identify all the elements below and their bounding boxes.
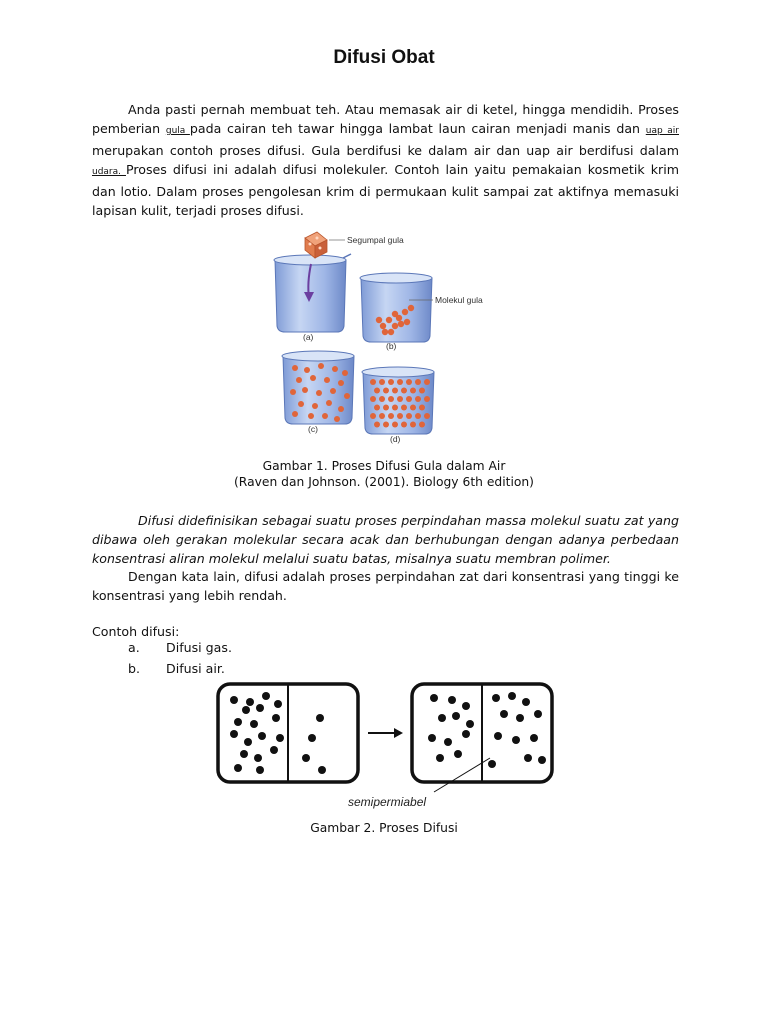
sugar-molecule [338, 406, 344, 412]
beaker-c [282, 351, 354, 434]
sugar-molecule [392, 405, 398, 411]
sugar-molecule [408, 305, 414, 311]
molecule-dot [428, 734, 436, 742]
list-item [128, 661, 225, 676]
definition-text: Difusi didefinisikan sebagai suatu proses perpindahan massa molekul suatu zat yang dibawa oleh gerakan molekular secara acak dan berhubungan dengan adanya perbedaan konsentrasi aliran molekul melalui suatu batas, misalnya suatu membran polimer. [92, 513, 679, 566]
sugar-molecule [370, 413, 376, 419]
sugar-molecule [383, 422, 389, 428]
molecule-dot [230, 730, 238, 738]
sugar-molecule [392, 388, 398, 394]
molecule-dot [448, 696, 456, 704]
sugar-molecule [290, 389, 296, 395]
molecule-dot [438, 714, 446, 722]
molecule-dot [308, 734, 316, 742]
molecule-dot [258, 732, 266, 740]
molecule-dot [234, 764, 242, 772]
molecule-dot [444, 738, 452, 746]
molecule-dot [494, 732, 502, 740]
sugar-molecule [312, 403, 318, 409]
sugar-molecule [379, 413, 385, 419]
molecules-after [428, 692, 546, 768]
molecule-dot [302, 754, 310, 762]
molecule-dot [262, 692, 270, 700]
sugar-molecule [380, 323, 386, 329]
sugar-molecule [382, 329, 388, 335]
molecule-dot [254, 754, 262, 762]
sugar-cube-icon [305, 232, 327, 258]
sugar-molecule [332, 366, 338, 372]
molecule-dot [452, 712, 460, 720]
box-before [218, 684, 358, 782]
list-item [128, 640, 232, 655]
molecule-dot [462, 702, 470, 710]
sugar-molecule [374, 422, 380, 428]
sugar-molecule [383, 388, 389, 394]
label-sugar-molecule: Molekul gula [435, 295, 483, 305]
sugar-molecule [344, 393, 350, 399]
sugar-molecule [410, 388, 416, 394]
word-gula: gula [165, 126, 190, 136]
word-uap-air: uap air [645, 126, 679, 136]
examples-heading: Contoh difusi: [92, 624, 180, 639]
sugar-molecule [386, 317, 392, 323]
beaker-b [360, 273, 483, 351]
arrow-icon [368, 728, 403, 738]
intro-text-1: Anda pasti pernah membuat teh. Atau memasak air di ketel, hingga mendidih. Proses pemberian [92, 102, 679, 136]
page-title: Difusi Obat [333, 47, 435, 68]
sugar-molecule [334, 416, 340, 422]
sugar-molecule [324, 377, 330, 383]
label-d: (d) [390, 434, 401, 444]
sugar-molecule [316, 390, 322, 396]
list-text: Difusi gas. [166, 640, 232, 655]
molecule-dot [318, 766, 326, 774]
sugar-molecule [342, 370, 348, 376]
sugar-molecule [388, 413, 394, 419]
sugar-molecule [376, 317, 382, 323]
sugar-molecule [424, 413, 430, 419]
sugar-molecule [374, 388, 380, 394]
molecule-dot [538, 756, 546, 764]
sugar-molecule [397, 396, 403, 402]
sugar-molecule [410, 422, 416, 428]
molecule-dot [512, 736, 520, 744]
sugar-molecule [419, 422, 425, 428]
molecule-dot [246, 698, 254, 706]
sugar-molecule [302, 387, 308, 393]
sugar-molecule [415, 396, 421, 402]
sugar-molecule [383, 405, 389, 411]
label-semipermeable: semipermiabel [348, 795, 427, 809]
intro-text-3: merupakan contoh proses difusi. Gula berdifusi ke dalam air dan uap air berdifusi dalam [92, 143, 679, 158]
other-words-text: Dengan kata lain, difusi adalah proses perpindahan zat dari konsentrasi yang tinggi ke konsentrasi yang lebih rendah. [92, 569, 679, 603]
sugar-molecule [402, 309, 408, 315]
sugar-molecule [310, 375, 316, 381]
sugar-molecule [401, 422, 407, 428]
sugar-molecule [392, 323, 398, 329]
molecule-dot [492, 694, 500, 702]
molecule-dot [270, 746, 278, 754]
molecule-dot [524, 754, 532, 762]
sugar-molecule [419, 405, 425, 411]
sugar-molecule [392, 311, 398, 317]
molecule-dot [316, 714, 324, 722]
label-a: (a) [303, 332, 314, 342]
molecule-dot [436, 754, 444, 762]
sugar-molecule [410, 405, 416, 411]
sugar-molecule [304, 367, 310, 373]
label-c: (c) [308, 424, 318, 434]
definition-paragraph [92, 511, 679, 568]
molecule-dot [454, 750, 462, 758]
molecule-dot [462, 730, 470, 738]
molecule-dot [488, 760, 496, 768]
list-text: Difusi air. [166, 661, 225, 676]
figure-diffusion-process [208, 678, 558, 812]
label-sugar-cube: Segumpal gula [347, 235, 404, 245]
sugar-molecule [424, 396, 430, 402]
molecule-dot [256, 766, 264, 774]
molecule-dot [244, 738, 252, 746]
molecule-dot [516, 714, 524, 722]
sugar-molecule [292, 411, 298, 417]
sugar-molecule [401, 405, 407, 411]
sugar-molecule [298, 401, 304, 407]
molecule-dot [276, 734, 284, 742]
sugar-molecule [374, 405, 380, 411]
molecule-dot [522, 698, 530, 706]
figure1-caption-line1: Gambar 1. Proses Difusi Gula dalam Air [262, 459, 506, 473]
sugar-molecule [308, 413, 314, 419]
sugar-molecule [406, 396, 412, 402]
intro-paragraph [92, 100, 679, 220]
molecule-dot [430, 694, 438, 702]
sugar-molecule [318, 363, 324, 369]
molecules-before [230, 692, 326, 774]
sugar-molecule [401, 388, 407, 394]
sugar-molecule [370, 379, 376, 385]
sugar-molecule [392, 422, 398, 428]
sugar-molecule [338, 380, 344, 386]
intro-text-4: Proses difusi ini adalah difusi molekuler. Contoh lain yaitu pemakaian kosmetik krim dan lotio. Dalam proses pengolesan krim di permukaan kulit sampai zat aktifnya memasuki lapisan kulit, terjadi proses difusi. [92, 162, 679, 218]
list-marker: a. [128, 640, 140, 655]
box-after [412, 684, 552, 782]
intro-text-2: pada cairan teh tawar hingga lambat laun cairan menjadi manis dan [189, 121, 646, 136]
molecule-dot [240, 750, 248, 758]
other-words-paragraph [92, 567, 679, 605]
sugar-molecule [397, 379, 403, 385]
molecule-dot [256, 704, 264, 712]
molecule-dot [508, 692, 516, 700]
sugar-molecule [415, 413, 421, 419]
sugar-molecule [379, 379, 385, 385]
sugar-molecule [397, 413, 403, 419]
sugar-molecule [406, 379, 412, 385]
molecule-dot [230, 696, 238, 704]
sugar-molecule [322, 413, 328, 419]
figure1-caption-line2: (Raven dan Johnson. (2001). Biology 6th edition) [234, 475, 534, 489]
sugar-molecule [424, 379, 430, 385]
sugar-molecule [388, 329, 394, 335]
figure-sugar-diffusion [265, 228, 515, 446]
sugar-molecule [379, 396, 385, 402]
sugar-molecule [330, 388, 336, 394]
molecule-dot [534, 710, 542, 718]
beaker-d [362, 367, 434, 444]
molecule-dot [274, 700, 282, 708]
sugar-molecule [419, 388, 425, 394]
figure2-caption: Gambar 2. Proses Difusi [310, 821, 458, 835]
label-b: (b) [386, 341, 397, 351]
molecule-dot [530, 734, 538, 742]
word-udara: udara. [92, 167, 126, 177]
sugar-molecule [415, 379, 421, 385]
molecule-dot [242, 706, 250, 714]
molecule-dot [272, 714, 280, 722]
sugar-molecule [398, 321, 404, 327]
molecule-dot [234, 718, 242, 726]
sugar-molecule [388, 379, 394, 385]
sugar-molecule [296, 377, 302, 383]
sugar-molecule [404, 319, 410, 325]
list-marker: b. [128, 661, 140, 676]
molecule-dot [500, 710, 508, 718]
molecule-dot [250, 720, 258, 728]
sugar-molecule [326, 400, 332, 406]
sugar-molecule [370, 396, 376, 402]
molecule-dot [466, 720, 474, 728]
sugar-molecule [406, 413, 412, 419]
sugar-molecule [292, 365, 298, 371]
sugar-molecule [388, 396, 394, 402]
